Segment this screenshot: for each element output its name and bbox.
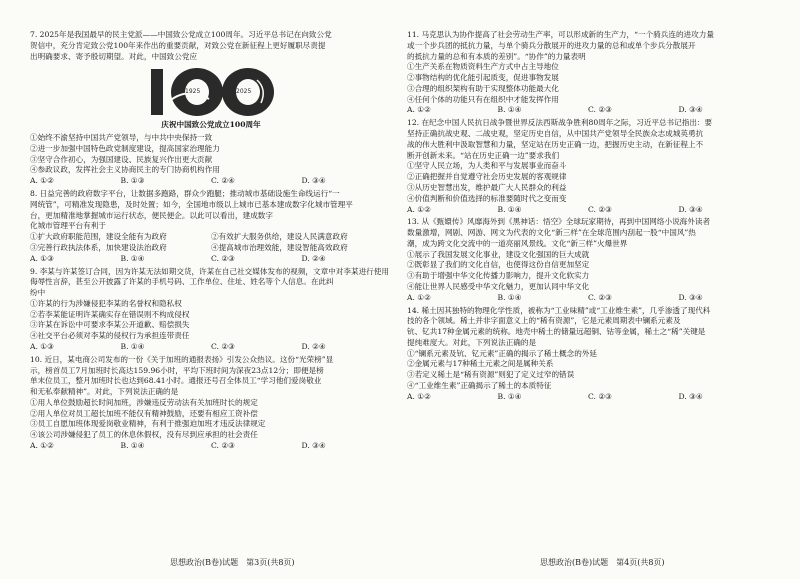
- q12-option-3: ③从历史智慧出发，维护最广大人民群众的利益: [407, 182, 567, 192]
- centenary-logo-graphic: [145, 65, 277, 119]
- q8-choice-c[interactable]: C. ②③: [211, 253, 235, 263]
- q11-stem-3: 的抵抗力量的总和有本质的差别”。“协作”的力量表明: [407, 51, 586, 61]
- centenary-logo: [145, 65, 277, 119]
- q9-choice-c[interactable]: C. ②③: [211, 341, 235, 351]
- q7-stem-3: 出明确要求、寄予殷切期望。对此，中国致公党应: [30, 51, 198, 61]
- q8-stem-1: 8. 日益完善的政府数字平台，让数据多跑路，群众少跑腿；推动城市基础设施生命线运行“一: [30, 189, 340, 199]
- q7-choices: [30, 176, 392, 187]
- question-13: [407, 217, 769, 303]
- q7-choice-a[interactable]: A. ①②: [30, 176, 54, 186]
- q10-choice-d[interactable]: D. ③④: [301, 441, 326, 450]
- q14-stem-1: 14. 稀土因其独特的物理化学性质，被称为“工业味精”或“工业维生素”，几乎渗透了现代科: [407, 305, 711, 315]
- q9-option-1: ①许某的行为涉嫌侵犯李某的名誉权和隐私权: [30, 298, 182, 308]
- q11-choice-b[interactable]: B. ①④: [497, 105, 522, 115]
- q9-stem-2: 侮辱性言辞，甚至公开披露了许某的手机号码、工作单位、住址、姓名等个人信息。在此纠: [30, 277, 334, 287]
- q8-option-2: ②有效扩大服务供给，建设人民满意政府: [211, 232, 348, 242]
- question-14: [407, 306, 769, 403]
- q12-option-2: ②正确把握并自觉遵守社会历史发展的客观规律: [407, 172, 567, 182]
- q8-choices: [30, 254, 392, 265]
- q11-choice-d[interactable]: D. ③④: [678, 105, 703, 115]
- q11-option-3: ③合理的组织架构有助于实现整体功能最大化: [407, 83, 559, 93]
- q12-choice-b[interactable]: B. ①④: [497, 204, 522, 214]
- q14-option-4: ④“工业维生素”正确揭示了稀土的本质特征: [407, 381, 552, 390]
- question-9: [30, 267, 392, 353]
- q14-stem-4: 提纯难度大。对此，下列说法正确的是: [407, 337, 537, 347]
- q8-choice-a[interactable]: A. ①③: [30, 253, 54, 263]
- q9-option-2: ②若李某能证明许某确实存在错误则不构成侵权: [30, 309, 190, 319]
- q13-stem-3: 潮，成为跨文化交流中的一道亮丽风景线。文化“新三样”火爆世界: [407, 238, 628, 248]
- q14-choice-d[interactable]: D. ③④: [678, 391, 703, 401]
- q14-choice-c[interactable]: C. ②③: [588, 391, 612, 401]
- q8-choice-d[interactable]: D. ②④: [301, 253, 326, 263]
- q7-choice-d[interactable]: D. ③④: [301, 176, 326, 186]
- q12-choice-d[interactable]: D. ③④: [678, 204, 703, 214]
- q10-stem-4: 和无私奉献精神”。对此，下列说法正确的是: [30, 387, 179, 397]
- q14-choice-a[interactable]: A. ①②: [407, 391, 431, 401]
- q7-option-1: ①始终不渝坚持中国共产党领导，与中共中央保持一致: [30, 133, 213, 143]
- q12-choice-a[interactable]: A. ①②: [407, 204, 431, 214]
- page-footer-left: 思想政治(B卷)试题 第3页(共8页): [170, 558, 295, 567]
- q8-stem-4: 化城市管理平台有利于: [30, 221, 106, 231]
- q9-option-3: ③许某在诉讼中可要求李某公开道歉、赔偿损失: [30, 320, 190, 330]
- q11-option-2: ②事物结构的优化能引起质变，促进事物发展: [407, 73, 559, 83]
- logo-caption: 庆祝中国致公党成立100周年: [161, 120, 261, 130]
- q12-choices: [407, 205, 769, 216]
- q12-stem-4: 断开创新未来。“站在历史正确一边”要求我们: [407, 150, 560, 160]
- q12-option-1: ①坚守人民立场，为人类和平与发展事业而奋斗: [407, 161, 567, 171]
- q14-choices: [407, 392, 769, 403]
- q12-choice-c[interactable]: C. ②③: [588, 204, 612, 214]
- q13-choice-c[interactable]: C. ②③: [588, 292, 612, 302]
- q14-option-3: ③若定义稀土是“稀有资源”则犯了定义过窄的错误: [407, 370, 575, 380]
- q7-stem-2: 贺信中，充分肯定致公党100年来作出的重要贡献，对致公党在新征程上更好履职尽责提: [30, 40, 326, 50]
- q8-option-4: ④提高城市治理效能，建设智能高效政府: [211, 242, 348, 252]
- q10-option-1: ①用人单位鼓励超长时间加班，涉嫌违反劳动法有关加班时长的规定: [30, 397, 258, 407]
- q8-option-3: ③完善行政执法体系，加快建设法治政府: [30, 242, 167, 252]
- q14-option-2: ②金属元素与17种稀土元素之间是属种关系: [407, 359, 554, 369]
- q13-choice-d[interactable]: D. ③④: [678, 292, 703, 302]
- q12-stem-1: 12. 在纪念中国人民抗日战争暨世界反法西斯战争胜利80周年之际，习近平总书记指出：要: [407, 118, 713, 128]
- right-column: [407, 30, 769, 405]
- q13-option-3: ③有助于增强中华文化传播力影响力，提升文化软实力: [407, 271, 590, 281]
- q7-option-3: ③坚守合作初心，为强国建设、民族复兴作出更大贡献: [30, 154, 213, 164]
- q10-stem-3: 单末位员工，整月加班时长也达到68.41小时。通报还号召全体员工“学习他们爱岗敬业: [30, 376, 322, 386]
- q11-option-1: ①生产关系在物质资料生产方式中占主导地位: [407, 62, 559, 72]
- q10-choice-b[interactable]: B. ①④: [120, 441, 145, 450]
- q8-stem-3: 台，更加精准地掌握城市运行状态，便民便企。以此可以看出，建成数字: [30, 210, 273, 220]
- q11-choices: [407, 105, 769, 116]
- q10-choice-c[interactable]: C. ②③: [211, 441, 235, 450]
- question-10: [30, 355, 392, 452]
- q13-stem-1: 13. 从《甄嬛传》风靡海外到《黑神话：悟空》全球玩家期待，再到中国网络小说海外读者: [407, 217, 711, 227]
- q8-options-row-1: [30, 232, 392, 243]
- q7-choice-c[interactable]: C. ②④: [211, 176, 235, 186]
- q13-option-1: ①展示了我国发展文化事业，建设文化强国的巨大成就: [407, 249, 590, 259]
- q11-stem-1: 11. 马克思认为协作提高了社会劳动生产率，可以形成新的生产力，“一个骑兵连的进攻力量: [407, 30, 714, 39]
- q8-choice-b[interactable]: B. ①④: [120, 253, 145, 263]
- q11-choice-c[interactable]: C. ②③: [588, 105, 612, 115]
- q14-stem-3: 钪、钇共17种金属元素的统称。地壳中稀土的储量远超铜、钴等金属，稀土之“稀”关键是: [407, 327, 706, 337]
- q13-stem-2: 数量激增，网剧、网游、网文为代表的文化“新三样”在全球范围内刮起一股“中国风”热: [407, 228, 696, 238]
- question-11: [407, 30, 769, 116]
- q8-stem-2: 网统管”，可精准发现隐患，及时处置；如今，全国地市级以上城市已基本建成数字化城市管理平: [30, 199, 353, 209]
- q13-choices: [407, 293, 769, 304]
- left-column: [30, 30, 392, 454]
- q9-choice-b[interactable]: B. ①④: [120, 341, 145, 351]
- q7-choice-b[interactable]: B. ①③: [120, 176, 145, 186]
- q10-option-4: ④该公司涉嫌侵犯了员工的休息休假权，没有尽到应承担的社会责任: [30, 430, 258, 440]
- q9-choices: [30, 342, 392, 353]
- q9-choice-d[interactable]: D. ②④: [301, 341, 326, 351]
- q10-choice-a[interactable]: A. ①②: [30, 441, 54, 450]
- q7-option-2: ②进一步加强中国特色政党制度建设，提高国家治理能力: [30, 143, 220, 153]
- q10-option-2: ②用人单位对员工超长加班不能仅有精神鼓励，还要有相应工资补偿: [30, 408, 258, 418]
- q10-stem-2: 示，榜首员工7月加班时长高达159.96小时，平均下班时间为深夜23点12分；即便是榜: [30, 365, 324, 375]
- q12-option-4: ④价值判断和价值选择的标准要随时代之变而变: [407, 193, 567, 203]
- q9-stem-1: 9. 李某与许某签订合同，因为许某无法如期交货，许某在自己社交媒体发布的视频，文章中对李某进行使用: [30, 266, 389, 276]
- q11-stem-2: 或一个步兵团的抵抗力量，与单个骑兵分散展开的进攻力量的总和或单个步兵分散展开: [407, 40, 696, 50]
- logo-year-end: 2025: [236, 88, 252, 96]
- q10-stem-1: 10. 近日，某电商公司发布的一份《关于加班的通报表扬》引发公众热议。这份“光荣榜”显: [30, 354, 334, 364]
- q7-option-4: ④参政议政，发挥社会主义协商民主的专门协商机构作用: [30, 165, 220, 175]
- q9-option-4: ④社交平台必须对李某的侵权行为承担连带责任: [30, 331, 190, 341]
- q8-options-row-2: [30, 243, 392, 254]
- q12-stem-2: 坚持正确抗战史观、二战史观，坚定历史自信，从中国共产党领导全民族众志成城英勇抗: [407, 129, 704, 139]
- question-8: [30, 189, 392, 264]
- q11-option-4: ④任何个体的功能只有在组织中才能发挥作用: [407, 94, 559, 104]
- question-12: [407, 118, 769, 215]
- q8-option-1: ①扩大政府职能范围，建设全能有为政府: [30, 232, 167, 242]
- q13-choice-b[interactable]: B. ①④: [497, 292, 522, 302]
- q10-option-3: ③员工自愿加班体现爱岗敬业精神，有利于推强迫加班才违反法律规定: [30, 419, 266, 429]
- q9-stem-3: 纷中: [30, 288, 46, 298]
- q11-choice-a[interactable]: A. ①②: [407, 105, 431, 115]
- q13-option-4: ④能让世界人民感受中华文化魅力，更加认同中华文化: [407, 281, 590, 291]
- q14-option-1: ①“镧系元素及钪、钇元素”正确的揭示了稀土概念的外延: [407, 348, 598, 358]
- q13-choice-a[interactable]: A. ①②: [407, 292, 431, 302]
- q7-stem-1: 7. 2025年是我国最早的民主党派——中国致公党成立100周年。习近平总书记在向致公党: [30, 30, 332, 39]
- question-7: [30, 30, 392, 187]
- page-footer-right: 思想政治(B卷)试题 第4页(共8页): [540, 558, 665, 567]
- q14-choice-b[interactable]: B. ①④: [497, 391, 522, 401]
- q9-choice-a[interactable]: A. ①③: [30, 341, 54, 351]
- logo-year-start: 1925: [185, 88, 201, 96]
- q10-choices: [30, 441, 392, 452]
- q12-stem-3: 战的伟大胜利中汲取智慧和力量，坚定站在历史正确一边，把握历史主动，在新征程上不: [407, 139, 704, 149]
- q13-option-2: ②既彰显了我们的文化自信，也使得这份自信更加坚定: [407, 260, 590, 270]
- q14-stem-2: 技的各个领域。稀土并非字面意义上的“稀有资源”，它是元素周期表中镧系元素及: [407, 316, 681, 326]
